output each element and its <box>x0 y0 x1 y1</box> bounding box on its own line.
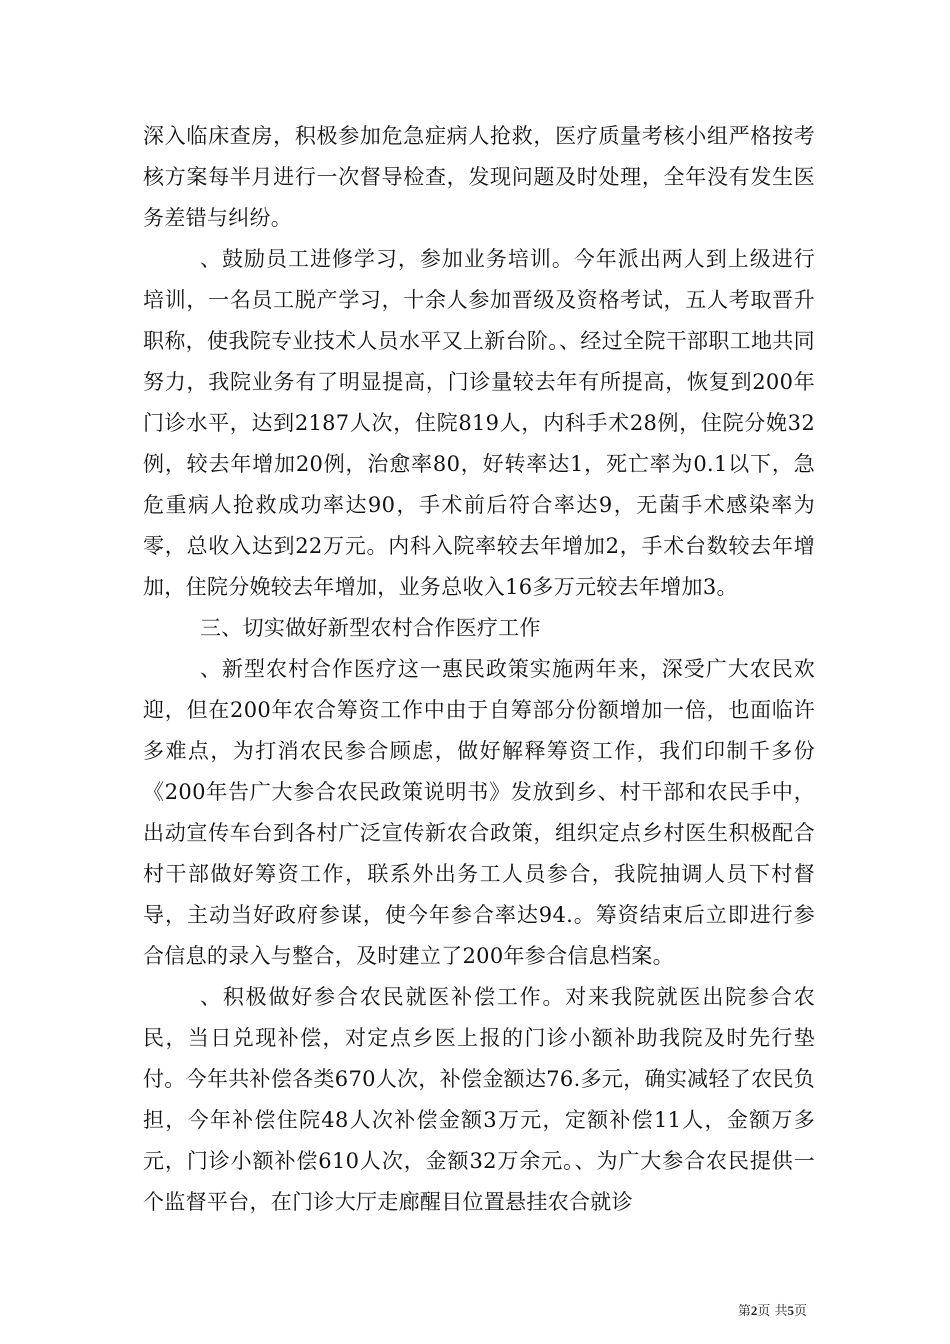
footer-prefix: 第 <box>737 1304 751 1319</box>
section-heading-rural-cooperative-medical: 三、切实做好新型农村合作医疗工作 <box>200 616 541 640</box>
paragraph-continuation: 深入临床查房，积极参加危急症病人抢救，医疗质量考核小组严格按考核方案每半月进行一次督导检查，发现问题及时处理，全年没有发生医务差错与纠纷。 <box>143 124 815 230</box>
footer-current-page: 2 <box>750 1303 758 1318</box>
paragraph-cooperative-medical-funding: 、新型农村合作医疗这一惠民政策实施两年来，深受广大农民欢迎，但在200年农合筹资工作中由于自筹部分份额增加一倍，也面临许多难点，为打消农民参合顾虑，做好解释筹资工作，我们印制千多份《200年告广大参合农民政策说明书》发放到乡、村干部和农民手中，出动宣传车台到各村广泛宣传新农合政策，组织定点乡村医生积极配合村干部做好筹资工作，联系外出务工人员参合，我院抽调人员下村督导，主动当好政府参谋，使今年参合率达94.。筹资结束后立即进行参合信息的录入与整合，及时建立了200年参合信息档案。 <box>143 657 815 968</box>
paragraph-staff-training: 、鼓励员工进修学习，参加业务培训。今年派出两人到上级进行培训，一名员工脱产学习，十余人参加晋级及资格考试，五人考取晋升职称，使我院专业技术人员水平又上新台阶。、经过全院干部职工地共同努力，我院业务有了明显提高，门诊量较去年有所提高，恢复到200年门诊水平，达到2187人次，住院819人，内科手术28例，住院分娩32例，较去年增加20例，治愈率80，好转率达1，死亡率为0.1以下，急危重病人抢救成功率达90，手术前后符合率达9，无菌手术感染率为零，总收入达到22万元。内科入院率较去年增加2，手术台数较去年增加，住院分娩较去年增加，业务总收入16多万元较去年增加3。 <box>143 247 815 599</box>
footer-middle: 页 共 <box>757 1304 788 1319</box>
page-footer <box>738 1303 807 1320</box>
footer-suffix: 页 <box>793 1304 807 1319</box>
footer-total-pages: 5 <box>787 1303 794 1318</box>
document-body <box>143 116 815 1223</box>
paragraph-compensation-work: 、积极做好参合农民就医补偿工作。对来我院就医出院参合农民，当日兑现补偿，对定点乡医上报的门诊小额补助我院及时先行垫付。今年共补偿各类670人次，补偿金额达76.多元，确实减轻了农民负担，今年补偿住院48人次补偿金额3万元，定额补偿11人，金额万多元，门诊小额补偿610人次，金额32万余元。、为广大参合农民提供一个监督平台，在门诊大厅走廊醒目位置悬挂农合就诊 <box>143 985 815 1214</box>
